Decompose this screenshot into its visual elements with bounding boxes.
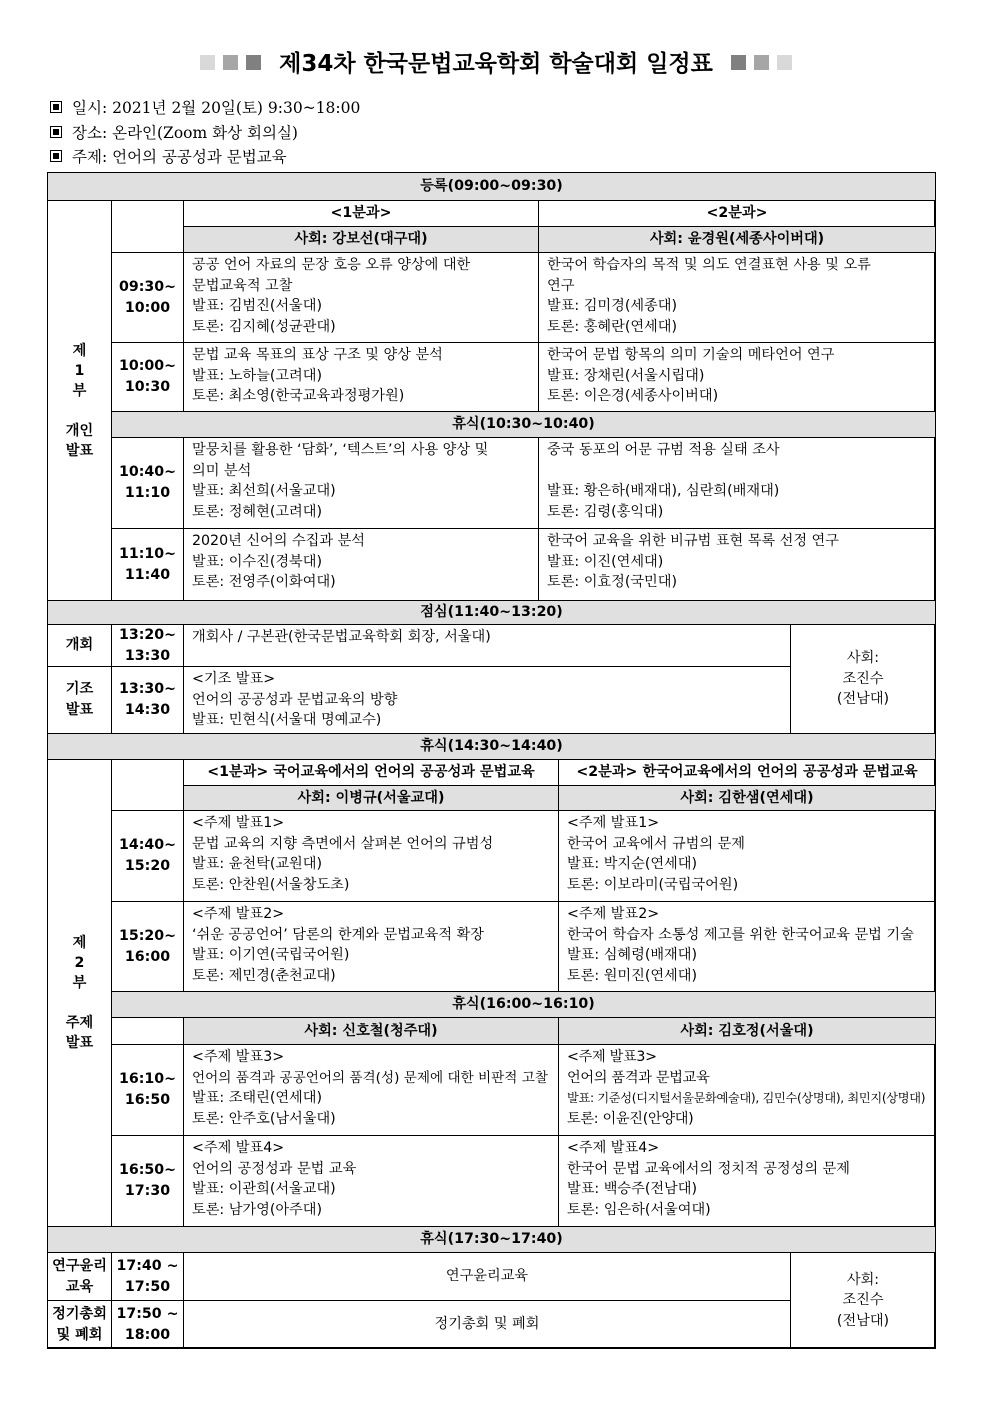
chair-mid (790, 624, 936, 734)
presentation-cell-line: 토론: 이은경(세종사이버대) (547, 388, 719, 405)
part2-label-line: 부 (72, 975, 87, 991)
closing-label-line: 및 폐회 (56, 1326, 103, 1343)
time-cell-line: 17:40 ~ (116, 1257, 179, 1274)
time-cell (111, 1252, 184, 1301)
presentation-cell-line: 발표: 이관희(서울교대) (192, 1181, 336, 1198)
time-cell-line: 11:40 (124, 566, 171, 583)
presentation-cell-line: 말뭉치를 활용한 ‘담화’, ‘텍스트’의 사용 양상 및 (192, 442, 489, 458)
presentation-cell-line: 토론: 남가영(아주대) (192, 1201, 323, 1218)
part1-label-line: 부 (72, 382, 87, 399)
session1-header-text: <1분과> (330, 205, 392, 222)
break-row-text: 휴식(10:30~10:40) (452, 416, 595, 433)
info-theme: 주제: 언어의 공공성과 문법교육 (50, 146, 287, 168)
chair-mid-line: 조진수 (842, 670, 884, 687)
square-deco-icon (200, 55, 215, 70)
closing-text (183, 1300, 791, 1349)
title-text: 제34차 한국문법교육학회 학술대회 일정표 (279, 51, 713, 77)
presentation-cell-line: 발표: 윤천탁(교원대) (192, 856, 323, 873)
page-title (0, 46, 992, 82)
presentation-cell (183, 1135, 559, 1227)
presentation-cell-line: 발표: 조태린(연세대) (192, 1090, 323, 1107)
presentation-cell-line: 공공 언어 자료의 문장 호응 오류 양상에 대한 (192, 257, 471, 273)
part2-label-line (66, 993, 93, 1013)
keynote-text (183, 666, 791, 734)
presentation-cell-line: 토론: 이보라미(국립국어원) (567, 876, 739, 893)
presentation-cell-line: <주제 발표3> (567, 1049, 657, 1065)
presentation-cell (183, 342, 539, 412)
opening-text (183, 624, 791, 667)
presentation-cell (183, 901, 559, 992)
chair-end-line: 조진수 (842, 1292, 884, 1309)
chair-part2-s2 (558, 785, 936, 811)
checkbox-icon (50, 150, 62, 162)
presentation-cell-line: 발표: 장채린(서울시립대) (547, 367, 705, 384)
time-cell-line: 15:20~ (118, 927, 177, 944)
time-cell (111, 342, 184, 412)
presentation-cell-line: 2020년 신어의 수집과 분석 (192, 533, 365, 549)
time-cell-line: 09:30~ (118, 278, 177, 295)
chair-part2-s2-text: 사회: 김한샘(연세대) (680, 789, 814, 806)
part1-label-line: 개인 (65, 422, 94, 439)
part2-label-line: 제 (72, 935, 87, 951)
session2-header (538, 200, 936, 227)
session2-header-text: <2분과> (706, 205, 768, 222)
time-cell (111, 666, 184, 734)
presentation-cell-line: <주제 발표4> (192, 1140, 285, 1156)
presentation-cell-line: 토론: 최소영(한국교육과정평가원) (192, 388, 405, 405)
presentation-cell (183, 437, 539, 529)
time-cell-line: 16:50~ (118, 1162, 177, 1179)
presentation-cell (538, 252, 936, 343)
keynote-text-line: 언어의 공공성과 문법교육의 방향 (192, 691, 398, 708)
chair-part1-s1-text: 사회: 강보선(대구대) (294, 231, 428, 248)
schedule-table (47, 172, 935, 1348)
closing-text-text: 정기총회 및 폐회 (434, 1316, 540, 1333)
part1-label-line: 1 (74, 362, 85, 379)
ethics-text (183, 1252, 791, 1301)
presentation-cell-line: 발표: 이진(연세대) (547, 553, 664, 570)
square-deco-icon (223, 55, 238, 70)
lunch-row (47, 600, 936, 625)
time-cell-line: 17:30 (124, 1183, 171, 1199)
presentation-cell-line: 한국어 문법 교육에서의 정치적 공정성의 문제 (567, 1160, 850, 1177)
chair-mid-line: 사회: (846, 650, 880, 667)
break-row-text: 휴식(17:30~17:40) (420, 1231, 563, 1248)
presentation-cell-line: 발표: 김범진(서울대) (192, 298, 323, 315)
presentation-cell-line: 발표: 백승주(전남대) (567, 1181, 698, 1198)
time-cell (111, 624, 184, 667)
part2-label-line: 2 (74, 955, 85, 971)
ethics-label-line: 교육 (65, 1278, 94, 1295)
presentation-cell (538, 342, 936, 412)
part2-label-line: 발표 (65, 1035, 94, 1051)
presentation-cell-line: ‘쉬운 공공언어’ 담론의 한계와 문법교육적 확장 (192, 926, 484, 943)
time-cell-line: 14:30 (124, 702, 171, 718)
part1-label-line: 제 (72, 342, 87, 359)
chair-part1-s1 (183, 226, 539, 253)
empty-time-cell (111, 1017, 184, 1045)
time-cell-line: 13:20~ (118, 626, 177, 643)
presentation-cell-line: 한국어 학습자의 목적 및 의도 연결표현 사용 및 오류 (547, 257, 871, 273)
presentation-cell-line: 토론: 안주호(남서울대) (192, 1110, 336, 1127)
lunch-row-text: 점심(11:40~13:20) (420, 604, 563, 621)
presentation-cell-line: 의미 분석 (192, 462, 252, 479)
break-row (111, 991, 936, 1018)
chair-end-line: (전남대) (836, 1312, 890, 1329)
chair-part2-s2b (558, 1017, 936, 1045)
session2-header (558, 759, 936, 786)
part1-label (47, 200, 112, 601)
keynote-text-line: <기조 발표> (192, 671, 276, 687)
presentation-cell-line: 토론: 임은하(서울여대) (567, 1201, 711, 1218)
presentation-cell-line: 토론: 이효정(국민대) (547, 574, 678, 591)
time-cell-line: 10:00 (124, 299, 171, 316)
presentation-cell-line: 한국어 문법 항목의 의미 기술의 메타언어 연구 (547, 347, 835, 363)
square-deco-icon (777, 55, 792, 70)
presentation-cell-line: <주제 발표1> (567, 815, 660, 831)
ethics-text-text: 연구윤리교육 (445, 1268, 529, 1285)
opening-label-text: 개회 (65, 637, 94, 654)
presentation-cell-line: 발표: 심혜령(배재대) (567, 947, 698, 964)
time-cell-line: 10:30 (124, 379, 171, 395)
presentation-cell-line: 연구 (547, 277, 575, 294)
time-cell-line: 16:00 (124, 948, 171, 965)
presentation-cell-line: <주제 발표1> (192, 815, 285, 831)
presentation-cell-line: 토론: 홍혜란(연세대) (547, 318, 678, 335)
presentation-cell-line: <주제 발표2> (192, 906, 285, 922)
chair-part1-s2 (538, 226, 936, 253)
keynote-label-line: 기조 (65, 681, 94, 698)
presentation-cell-line: 발표: 박지순(연세대) (567, 856, 698, 873)
presentation-cell-line: 토론: 안찬원(서울창도초) (192, 876, 350, 893)
presentation-cell-line: 발표: 김미경(세종대) (547, 298, 678, 315)
empty-time-cell (111, 759, 184, 811)
session1-header (183, 200, 539, 227)
part2-label (47, 759, 112, 1227)
break-row (111, 411, 936, 438)
presentation-cell (183, 810, 559, 902)
ethics-label-line: 연구윤리 (52, 1257, 107, 1274)
presentation-cell-line: 문법 교육의 지향 측면에서 살펴본 언어의 규범성 (192, 835, 494, 852)
closing-label-line: 정기총회 (52, 1305, 107, 1322)
time-cell-line: 15:20 (124, 858, 171, 874)
presentation-cell-line: 한국어 학습자 소통성 제고를 위한 한국어교육 문법 기술 (567, 926, 914, 943)
keynote-label (47, 666, 112, 734)
presentation-cell (558, 901, 936, 992)
presentation-cell-line: 토론: 원미진(연세대) (567, 967, 698, 984)
presentation-cell (183, 528, 539, 601)
time-cell-line: 14:40~ (118, 837, 177, 854)
part1-label-line (66, 401, 93, 421)
presentation-cell-line: 토론: 이윤진(안양대) (567, 1110, 694, 1127)
presentation-cell-line (547, 461, 928, 482)
square-deco-icon (754, 55, 769, 70)
time-cell-line: 10:40~ (118, 464, 177, 481)
chair-part2-s1 (183, 785, 559, 811)
registration-row-text: 등록(09:00~09:30) (420, 178, 563, 195)
checkbox-icon (50, 126, 62, 138)
chair-part1-s2-text: 사회: 윤경원(세종사이버대) (649, 231, 825, 248)
time-cell (111, 437, 184, 529)
presentation-cell-line: 토론: 정혜현(고려대) (192, 503, 323, 520)
opening-label (47, 624, 112, 667)
time-cell-line: 13:30 (124, 647, 171, 664)
presentation-cell-line: 발표: 이기연(국립국어원) (192, 947, 350, 964)
time-cell-line: 17:50 ~ (116, 1305, 179, 1322)
presentation-cell-line: 한국어 교육에서 규범의 문제 (567, 835, 745, 852)
presentation-cell-line: 토론: 전영주(이화여대) (192, 574, 336, 591)
presentation-cell (558, 810, 936, 902)
time-cell-line: 18:00 (124, 1326, 171, 1343)
chair-part2-s1b (183, 1017, 559, 1045)
part1-label-line: 발표 (65, 442, 94, 459)
presentation-cell-line: 문법교육적 고찰 (192, 277, 293, 294)
presentation-cell (538, 528, 936, 601)
ethics-label (47, 1252, 112, 1301)
time-cell (111, 901, 184, 992)
presentation-cell-line: 발표: 기준성(디지털서울문화예술대), 김민수(상명대), 최민지(상명대) (567, 1091, 926, 1106)
presentation-cell-line: <주제 발표4> (567, 1140, 660, 1156)
session1-header (183, 759, 559, 786)
presentation-cell-line: 토론: 제민경(춘천교대) (192, 967, 336, 984)
closing-label (47, 1300, 112, 1349)
time-cell-line: 11:10 (124, 485, 171, 501)
presentation-cell-line: <주제 발표2> (567, 906, 660, 922)
presentation-cell-line: 한국어 교육을 위한 비규범 표현 목록 선정 연구 (547, 533, 839, 549)
time-cell (111, 1135, 184, 1227)
break-row (47, 1226, 936, 1253)
chair-part2-s1b-text: 사회: 신호철(청주대) (304, 1022, 438, 1039)
time-cell-line: 10:00~ (118, 358, 177, 375)
chair-end (790, 1252, 936, 1349)
chair-end-line: 사회: (846, 1271, 880, 1288)
info-date: 일시: 2021년 2월 20일(토) 9:30~18:00 (50, 97, 360, 119)
keynote-label-line: 발표 (65, 702, 94, 718)
empty-time-cell (111, 200, 184, 253)
keynote-text-line: 발표: 민현식(서울대 명예교수) (192, 712, 382, 729)
break-row-text: 휴식(14:30~14:40) (420, 738, 563, 755)
info-venue: 장소: 온라인(Zoom 화상 회의실) (50, 122, 298, 144)
square-deco-icon (731, 55, 746, 70)
time-cell-line: 11:10~ (118, 545, 177, 562)
break-row-text: 휴식(16:00~16:10) (452, 996, 595, 1013)
presentation-cell-line: 발표: 노하늘(고려대) (192, 367, 323, 384)
time-cell-line: 16:50 (124, 1092, 171, 1108)
presentation-cell-line: 언어의 품격과 공공언어의 품격(성) 문제에 대한 비판적 고찰 (192, 1069, 549, 1086)
time-cell-line: 16:10~ (118, 1071, 177, 1088)
presentation-cell-line: 언어의 공정성과 문법 교육 (192, 1160, 357, 1177)
time-cell (111, 528, 184, 601)
session2-header-text: <2분과> 한국어교육에서의 언어의 공공성과 문법교육 (576, 764, 918, 781)
presentation-cell-line: <주제 발표3> (192, 1049, 285, 1065)
presentation-cell-line: 발표: 최선희(서울교대) (192, 483, 336, 500)
presentation-cell-line: 중국 동포의 어문 규범 적용 실태 조사 (547, 442, 780, 458)
square-deco-icon (246, 55, 261, 70)
presentation-cell-line: 토론: 김지혜(성균관대) (192, 318, 336, 335)
chair-part2-s1-text: 사회: 이병규(서울교대) (297, 789, 445, 806)
time-cell (111, 252, 184, 343)
registration-row (47, 172, 936, 201)
time-cell (111, 1044, 184, 1136)
break-row (47, 733, 936, 760)
chair-part2-s2b-text: 사회: 김호정(서울대) (680, 1022, 814, 1039)
presentation-cell-line: 발표: 황은하(배재대), 심란희(배재대) (547, 483, 780, 500)
presentation-cell (183, 252, 539, 343)
part2-label-line: 주제 (65, 1015, 94, 1031)
time-cell-line: 17:50 (124, 1278, 171, 1295)
presentation-cell (558, 1135, 936, 1227)
time-cell (111, 810, 184, 902)
opening-text-text: 개회사 / 구본관(한국문법교육학회 회장, 서울대) (192, 629, 491, 645)
chair-mid-line: (전남대) (836, 691, 890, 708)
presentation-cell (558, 1044, 936, 1136)
presentation-cell-line: 토론: 김령(홍익대) (547, 503, 664, 520)
session1-header-text: <1분과> 국어교육에서의 언어의 공공성과 문법교육 (207, 764, 535, 781)
presentation-cell (538, 437, 936, 529)
time-cell-line: 13:30~ (118, 681, 177, 698)
presentation-cell-line: 발표: 이수진(경북대) (192, 553, 323, 570)
time-cell (111, 1300, 184, 1349)
checkbox-icon (50, 101, 62, 113)
presentation-cell-line: 언어의 품격과 문법교육 (567, 1069, 710, 1086)
presentation-cell-line: 문법 교육 목표의 표상 구조 및 양상 분석 (192, 347, 443, 363)
presentation-cell (183, 1044, 559, 1136)
